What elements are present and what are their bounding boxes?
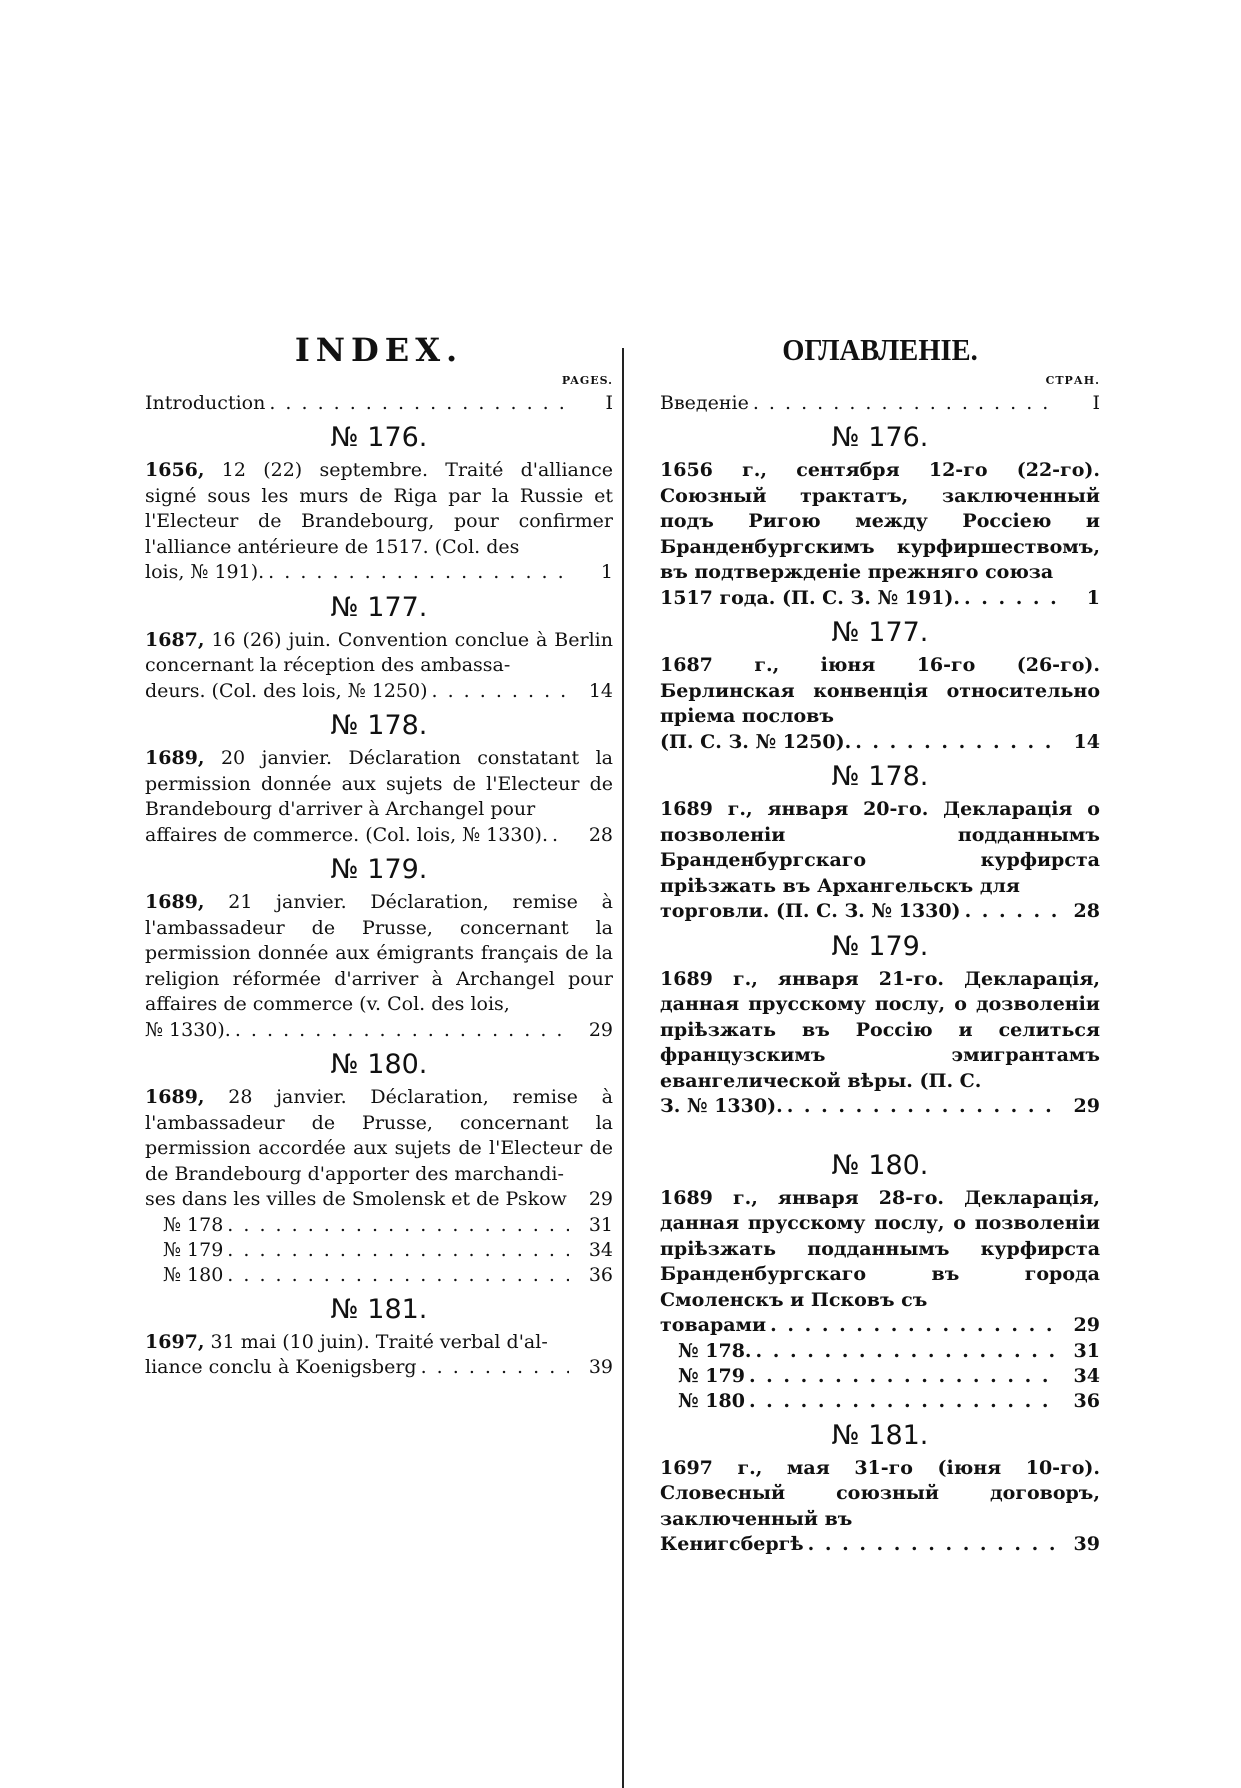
entry-desc: 1689 г., января 20-го. Декларація о позволеніи подданнымъ Бранденбургскаго курфирста пріѣзжать въ Архангельскъ для (660, 798, 1100, 897)
entry-176-russian (660, 458, 1100, 611)
entry-desc: 1656 г., сентября 12-го (22-го). Союзный трактатъ, заключенный подъ Ригою между Россіею и Бранденбургскимъ курфиршествомъ, въ подтвержденіе прежняго союза (660, 459, 1100, 583)
entry-page: 29 (1073, 1095, 1100, 1117)
entry-heading: № 181. (330, 1293, 428, 1325)
entry-last-line: (П. С. З. № 1250). . . . 14 (660, 730, 1100, 756)
entry-desc: 1689, 20 janvier. Déclaration constatant la permission donnée aux sujets de l'Electeur de Brandebourg d'arriver à Archangel pour (145, 747, 613, 820)
entry-desc: 1687 г., іюня 16-го (26-го). Берлинская конвенція относительно пріема пословъ (660, 654, 1100, 727)
dot-leader (421, 1355, 569, 1381)
entry-desc: 1656, 12 (22) septembre. Traité d'alliance signé sous les murs de Riga par la Russie et l'Electeur de Brandebourg, pour confirmer l'alliance antérieure de 1517. (Col. des (145, 459, 613, 558)
entry-page: 29 (1073, 1314, 1100, 1336)
dot-leader (749, 1389, 1056, 1414)
index-column-russian (660, 330, 1100, 1558)
index-column-french (145, 330, 613, 1381)
entry-179-russian (660, 967, 1100, 1120)
entry-page: 1 (600, 561, 613, 583)
entry-181-russian (660, 1456, 1100, 1558)
entry-desc: 1697, 31 mai (10 juin). Traité verbal d'al- (145, 1330, 548, 1353)
dot-leader (432, 679, 569, 705)
entry-last-line: торговли. (П. С. З. № 1330) . . . 28 (660, 899, 1100, 925)
entry-page: 14 (588, 679, 613, 702)
entry-page: 39 (588, 1356, 613, 1378)
entry-desc: 1689, 21 janvier. Déclaration, remise à l'ambassadeur de Prusse, concernant la permission donnée aux émigrants français de la religion réformée d'arriver à Archangel pour affaires de commerce (v. Col. des lois, (145, 891, 613, 1015)
entry-heading: № 179. (330, 854, 428, 885)
entry-page: 28 (588, 823, 613, 846)
entry-desc: 1689, 28 janvier. Déclaration, remise à l'ambassadeur de Prusse, concernant la permission accordée aux sujets de l'Electeur de de Brandebourg d'apporter des marchandi- (145, 1086, 613, 1185)
entry-last-line: товарами . . . 29 (660, 1313, 1100, 1339)
dot-leader (268, 560, 569, 586)
entry-last-line: З. № 1330). . . . 29 (660, 1094, 1100, 1120)
entry-page: 1 (1086, 586, 1100, 609)
entry-heading: № 178. (330, 710, 428, 741)
intro-row-russian (660, 390, 1100, 416)
entry-heading: № 181. (831, 1419, 929, 1451)
dot-leader (227, 1238, 569, 1263)
sub-entry-row: № 180 . . . 36 (660, 1389, 1100, 1414)
intro-page-russian: I (1092, 392, 1100, 414)
sub-entry-row: № 178. . . . 31 (660, 1339, 1100, 1364)
entry-page: 29 (588, 1018, 613, 1041)
entry-last-line: liance conclu à Koenigsberg . . . 39 (145, 1355, 613, 1381)
entry-181 (145, 1330, 613, 1381)
entry-178-russian (660, 797, 1100, 925)
dot-leader (855, 730, 1056, 756)
spacer (660, 1120, 1100, 1144)
entry-page: 28 (1073, 900, 1100, 922)
dot-leader (552, 823, 569, 849)
sub-entry-row: № 180 . . . 36 (145, 1263, 613, 1288)
dot-leader (770, 1313, 1056, 1339)
entry-177-russian (660, 653, 1100, 755)
entry-heading: № 179. (831, 930, 929, 962)
entry-last-line: Кенигсбергѣ . . . 39 (660, 1532, 1100, 1558)
intro-text: Introduction (145, 392, 266, 414)
entry-heading: № 177. (831, 617, 929, 648)
index-title: INDEX. (294, 331, 464, 369)
dot-leader (808, 1532, 1056, 1558)
entry-179 (145, 890, 613, 1043)
entry-desc: 1689 г., января 21-го. Декларація, данная прусскому послу, о дозволеніи пріѣзжать въ Россію и селиться французскимъ эмигрантамъ евангелической вѣры. (П. С. (660, 967, 1100, 1092)
entry-178 (145, 746, 613, 848)
entry-page: 39 (1073, 1533, 1100, 1555)
entry-desc: 1689 г., января 28-го. Декларація, данная прусскому послу, о позволеніи пріѣзжать подданнымъ курфирста Бранденбургскаго въ города Смоленскъ и Псковъ съ (660, 1186, 1100, 1311)
entry-180-russian (660, 1186, 1100, 1414)
dot-leader (756, 1339, 1056, 1364)
entry-heading: № 176. (330, 422, 428, 453)
dot-leader (964, 586, 1056, 612)
entry-heading: № 180. (831, 1149, 929, 1181)
pages-label: PAGES. (561, 374, 613, 387)
dot-leader (227, 1263, 569, 1288)
entry-last-line: deurs. (Col. des lois, № 1250) . . . 14 (145, 679, 613, 705)
entry-page: 14 (1073, 730, 1100, 753)
intro-row (145, 390, 613, 416)
dot-leader (753, 390, 1056, 416)
entry-last-line: № 1330). . . . 29 (145, 1018, 613, 1044)
entry-desc: 1697 г., мая 31-го (іюня 10-го). Словесный союзный договоръ, заключенный въ (660, 1456, 1100, 1530)
sub-entry-row: № 179 . . . 34 (145, 1238, 613, 1263)
entry-last-line: lois, № 191). . . . 1 (145, 560, 613, 586)
entry-page: 29 (588, 1188, 613, 1210)
intro-page: I (605, 392, 613, 414)
index-title-russian: ОГЛАВЛЕНІЕ. (782, 332, 978, 367)
entry-177 (145, 628, 613, 705)
column-divider (622, 348, 624, 1788)
dot-leader (787, 1094, 1056, 1120)
entry-heading: № 176. (831, 422, 929, 453)
intro-text-russian: Введеніе (660, 392, 749, 414)
entry-heading: № 178. (831, 761, 929, 792)
sub-entry-row: № 179 . . . 34 (660, 1364, 1100, 1389)
dot-leader (235, 1018, 569, 1044)
dot-leader (269, 390, 569, 416)
entry-heading: № 177. (330, 591, 428, 623)
entry-last-line: 1517 года. (П. С. З. № 191). . . . 1 (660, 586, 1100, 612)
sub-entry-row: № 178 . . . 31 (145, 1213, 613, 1238)
entry-176 (145, 458, 613, 586)
dot-leader (749, 1364, 1056, 1389)
dot-leader (227, 1213, 569, 1238)
entry-180 (145, 1085, 613, 1288)
entry-desc: 1687, 16 (26) juin. Convention conclue à Berlin concernant la réception des ambassa- (145, 628, 613, 676)
entry-heading: № 180. (330, 1049, 428, 1080)
entry-last-line: affaires de commerce. (Col. lois, № 1330). . . . 28 (145, 823, 613, 849)
pages-label-russian: СТРАН. (1045, 374, 1100, 387)
dot-leader (965, 899, 1056, 925)
entry-last-line: ses dans les villes de Smolensk et de Pskow 29 (145, 1187, 613, 1213)
